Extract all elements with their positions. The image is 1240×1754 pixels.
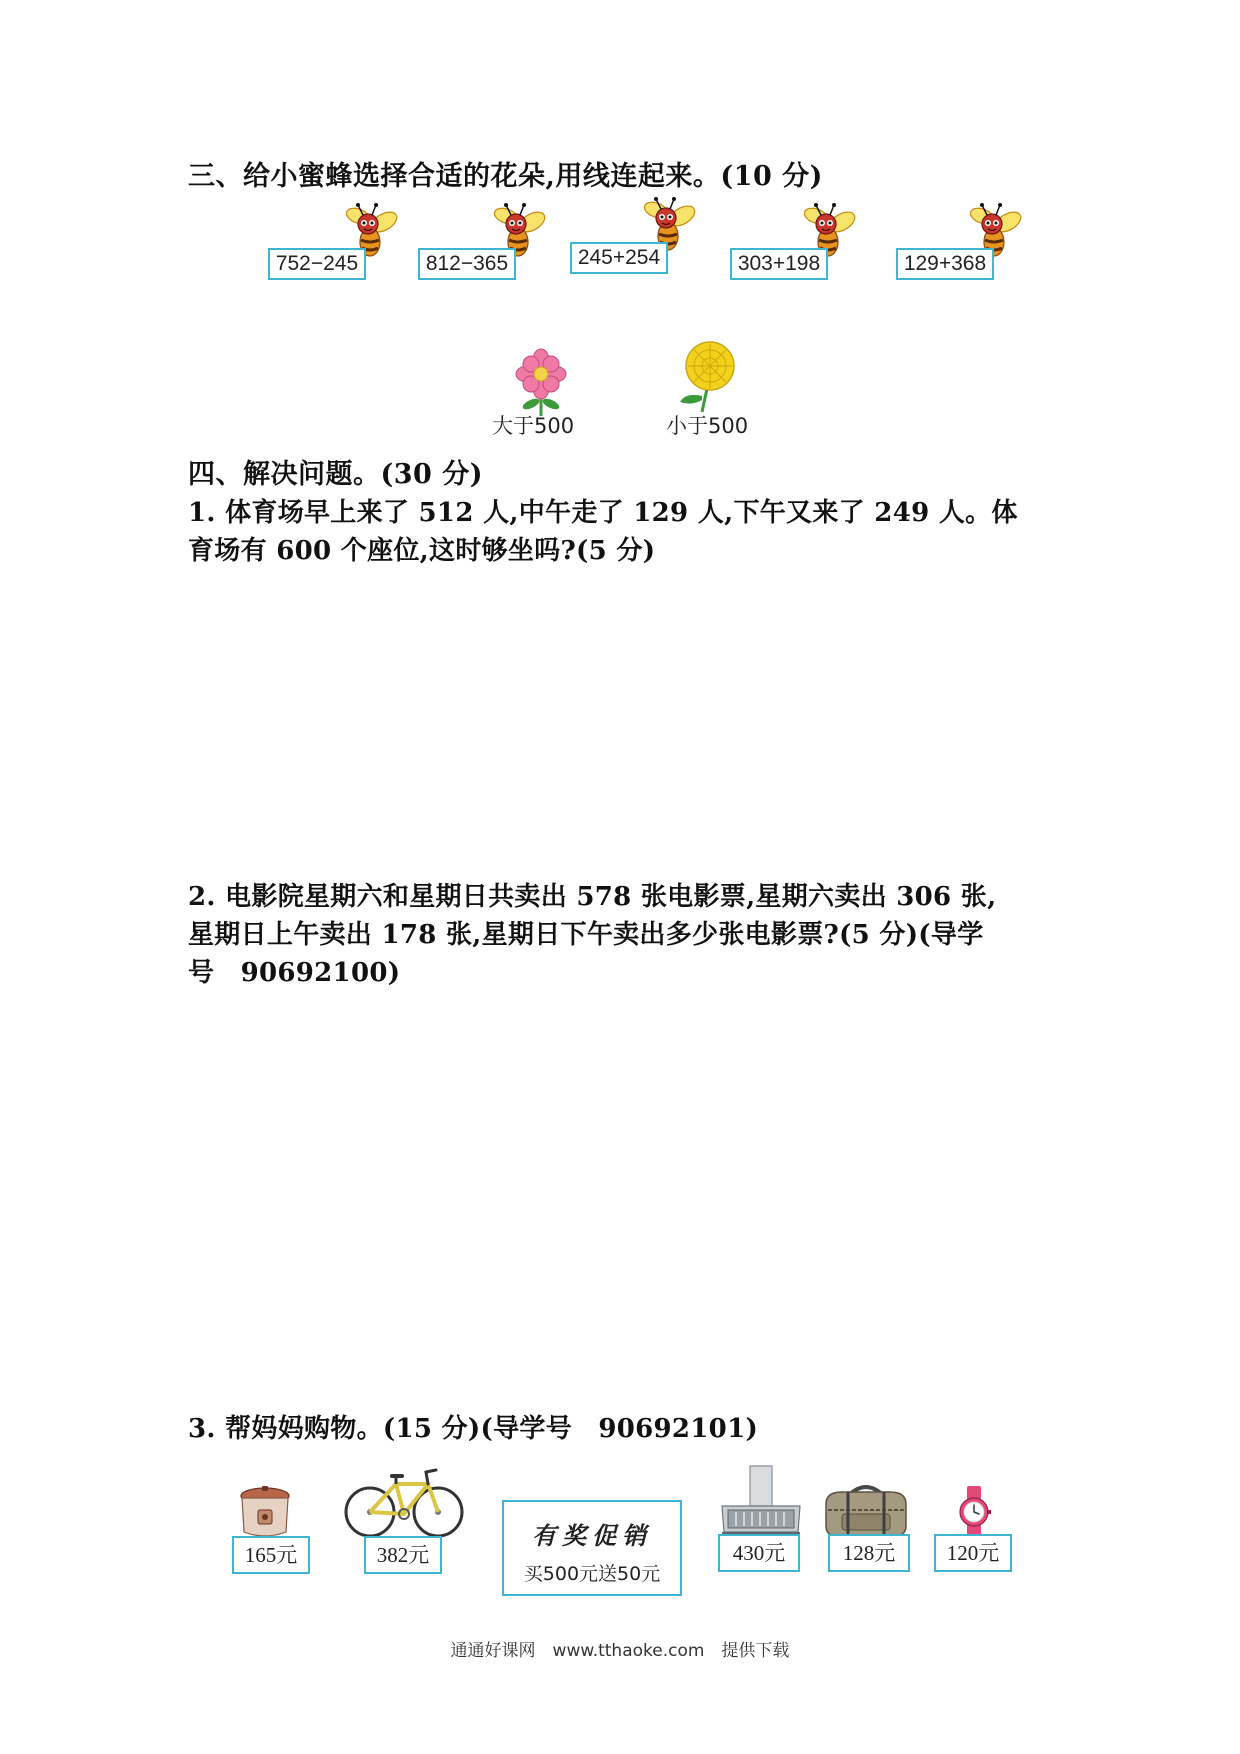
flower-label-less: 小于500 xyxy=(666,414,749,438)
question2-line2: 星期日上午卖出 178 张,星期日下午卖出多少张电影票?(5 分)(导学 xyxy=(188,920,984,950)
flower-label-greater: 大于500 xyxy=(492,414,575,438)
price-travel-bag: 128元 xyxy=(828,1534,910,1572)
question2-line3: 号 90692100) xyxy=(188,958,401,988)
question1-line2: 育场有 600 个座位,这时够坐吗?(5 分) xyxy=(188,536,656,566)
question2-answer-area[interactable] xyxy=(188,1000,1048,1380)
question1-answer-area[interactable] xyxy=(188,580,1048,860)
range-hood-icon xyxy=(718,1464,804,1540)
question2-line1: 2. 电影院星期六和星期日共卖出 578 张电影票,星期六卖出 306 张, xyxy=(188,882,997,912)
section4-heading: 四、解决问题。(30 分) xyxy=(188,459,484,490)
rice-cooker-icon xyxy=(236,1484,294,1540)
yellow-chrysanthemum-icon xyxy=(672,340,744,414)
price-rice-cooker: 165元 xyxy=(232,1536,310,1574)
question1-line1: 1. 体育场早上来了 512 人,中午走了 129 人,下午又来了 249 人。体 xyxy=(188,498,1018,528)
promotion-title: 有奖促销 xyxy=(532,1521,652,1550)
bee-expression-3: 245+254 xyxy=(570,242,668,274)
travel-bag-icon xyxy=(818,1476,914,1540)
question3-line1: 3. 帮妈妈购物。(15 分)(导学号 90692101) xyxy=(188,1414,759,1444)
promotion-box xyxy=(502,1500,682,1596)
bicycle-icon xyxy=(342,1462,466,1540)
bee-expression-5: 129+368 xyxy=(896,248,994,280)
price-range-hood: 430元 xyxy=(718,1534,800,1572)
promotion-text: 买500元送50元 xyxy=(523,1563,661,1585)
footer-text: 通通好课网 www.tthaoke.com 提供下载 xyxy=(450,1641,790,1661)
price-bicycle: 382元 xyxy=(364,1536,442,1574)
price-wristwatch: 120元 xyxy=(934,1534,1012,1572)
bee-expression-2: 812−365 xyxy=(418,248,516,280)
pink-flower-icon xyxy=(510,348,572,418)
bee-expression-4: 303+198 xyxy=(730,248,828,280)
section3-heading: 三、给小蜜蜂选择合适的花朵,用线连起来。(10 分) xyxy=(188,161,823,192)
bee-expression-1: 752−245 xyxy=(268,248,366,280)
wristwatch-icon xyxy=(956,1486,992,1538)
